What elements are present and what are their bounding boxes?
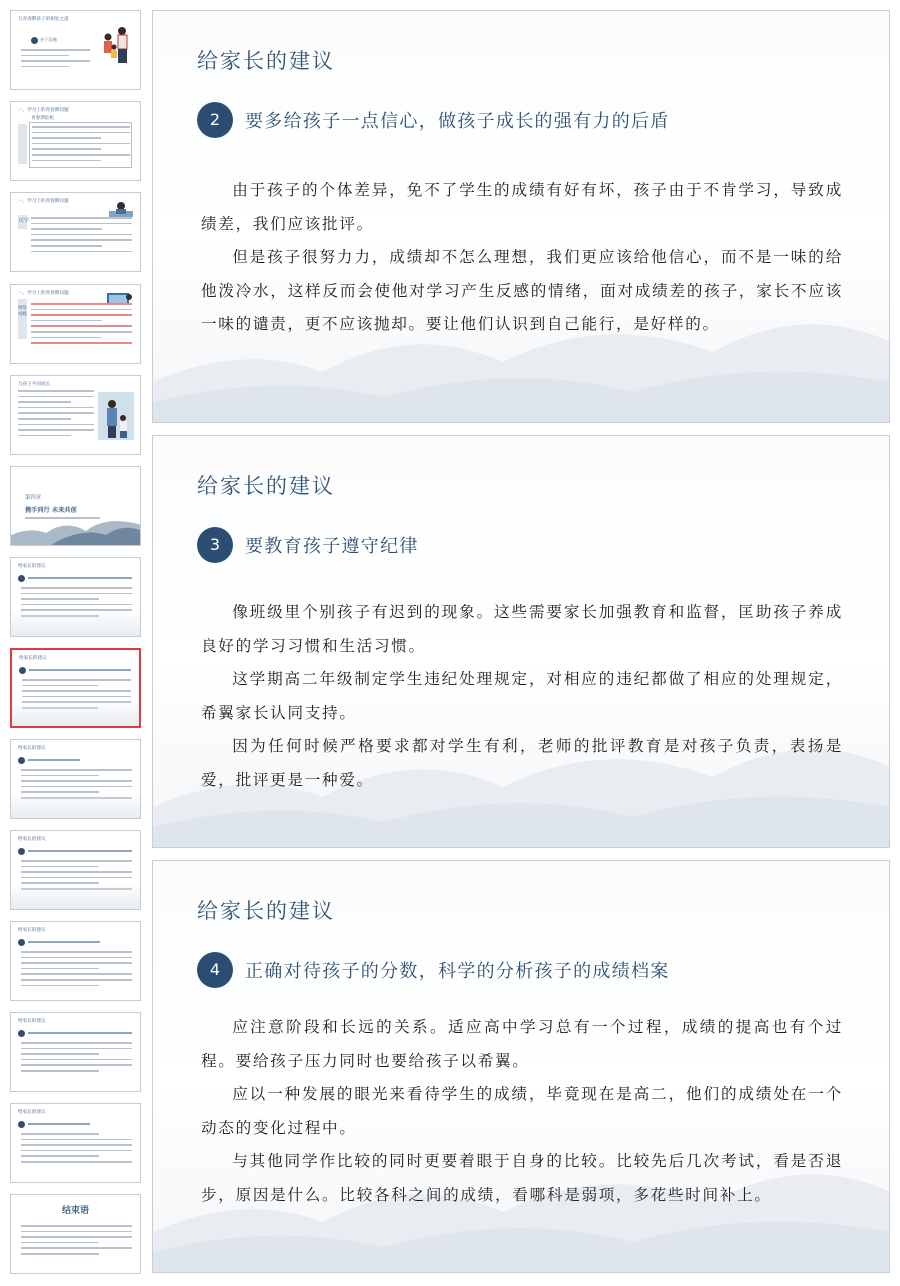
thumbnail-heading: 网络成瘾 [18, 306, 27, 317]
slide-thumbnail-10[interactable] [10, 830, 141, 910]
slide-thumbnail-5[interactable] [10, 375, 141, 455]
number-circle-icon: 3 [197, 527, 233, 563]
paragraph: 因为任何时候严格要求都对学生有利，老师的批评教育是对孩子负责，表扬是爱，批评更是一种爱。 [201, 737, 843, 789]
number-circle-icon: 4 [197, 952, 233, 988]
slide-thumbnail-panel [0, 0, 150, 1286]
thumbnail-title: 一、学习上的青春期问题 [18, 291, 69, 296]
slide-thumbnail-3[interactable] [10, 192, 141, 272]
thumbnail-subtitle: 青春期危机 [31, 116, 54, 121]
paragraph: 与其他同学作比较的同时更要着眼于自身的比较。比较先后几次考试，看是否退步，原因是什么。比较各科之间的成绩，看哪科是弱项，多花些时间补上。 [201, 1152, 843, 1204]
paragraph: 像班级里个别孩子有迟到的现象。这些需要家长加强教育和监督，匡助孩子养成良好的学习习惯和生活习惯。 [201, 603, 843, 655]
thumbnail-title: 一、学习上的青春期问题 [18, 108, 69, 113]
number-dot-icon [18, 575, 25, 582]
thumbnail-title: 给家长的建议 [18, 746, 46, 751]
number-dot-icon [19, 667, 26, 674]
mountain-landscape-icon [11, 505, 141, 545]
slide-2-confidence[interactable] [152, 10, 890, 423]
student-illustration-icon [108, 199, 134, 219]
slide-thumbnail-11[interactable] [10, 921, 141, 1001]
thumbnail-title: 给家长的建议 [18, 564, 46, 569]
family-illustration-icon [96, 23, 134, 65]
slide-title: 给家长的建议 [197, 899, 335, 923]
thumbnail-title: 与青春期孩子的相处之道 [18, 17, 69, 22]
number-circle-icon: 2 [197, 102, 233, 138]
mountain-background [11, 883, 140, 909]
slide-title: 给家长的建议 [197, 49, 335, 73]
mountain-background [11, 610, 140, 636]
number-dot-icon [18, 939, 25, 946]
slide-heading: 要教育孩子遵守纪律 [245, 536, 419, 557]
paragraph: 应注意阶段和长远的关系。适应高中学习总有一个过程，成绩的提高也有个过程。要给孩子压力同时也要给孩子以希翼。 [201, 1018, 843, 1070]
slide-thumbnail-7[interactable] [10, 557, 141, 637]
slide-body [201, 1011, 843, 1212]
number-dot-icon [18, 757, 25, 764]
slide-thumbnail-13[interactable] [10, 1103, 141, 1183]
thumbnail-heading: 亲子沟通 [40, 37, 57, 42]
number-dot-icon [18, 1121, 25, 1128]
chapter-title: 携手同行 未来共创 [25, 507, 77, 514]
slide-thumbnail-8-selected[interactable] [10, 648, 141, 728]
paragraph: 由于孩子的个体差异，免不了学生的成绩有好有坏，孩子由于不肯学习，导致成绩差，我们应该批评。 [201, 181, 843, 233]
thumbnail-title: 给家长的建议 [19, 656, 47, 661]
paragraph: 这学期高二年级制定学生违纪处理规定，对相应的违纪都做了相应的处理规定，希翼家长认同支持。 [201, 670, 843, 722]
slide-thumbnail-1[interactable] [10, 10, 141, 90]
paragraph: 应以一种发展的眼光来看待学生的成绩，毕竟现在是高二，他们的成绩处在一个动态的变化过程中。 [201, 1085, 843, 1137]
ending-title: 结束语 [61, 1206, 89, 1216]
slide-thumbnail-14[interactable] [10, 1194, 141, 1274]
thumbnail-sidebar [18, 124, 27, 164]
number-dot-icon [18, 1030, 25, 1037]
number-dot-icon [18, 848, 25, 855]
chapter-label: 第四章 [25, 495, 42, 501]
slide-heading: 要多给孩子一点信心，做孩子成长的强有力的后盾 [245, 111, 670, 132]
thumbnail-title: 给家长的建议 [18, 1019, 46, 1024]
father-son-illustration-icon [98, 392, 134, 440]
thumbnail-title: 给家长的建议 [18, 1110, 46, 1115]
mountain-background [11, 792, 140, 818]
slide-thumbnail-2[interactable] [10, 101, 141, 181]
thumbnail-title: 给家长的建议 [18, 928, 46, 933]
paragraph: 但是孩子很努力力，成绩却不怎么理想，我们更应该给他信心，而不是一味的给他泼冷水，这样反而会使他对学习产生反感的情绪，面对成绩差的孩子，家长不应该一味的谴责，更不应该抛却。要让他们认识到自己能行，是好样的。 [201, 248, 843, 333]
slide-thumbnail-12[interactable] [10, 1012, 141, 1092]
thumbnail-title: 与孩子共同成长 [18, 382, 51, 387]
mountain-background [12, 700, 139, 726]
slide-3-discipline[interactable] [152, 435, 890, 848]
slide-heading: 正确对待孩子的分数，科学的分析孩子的成绩档案 [245, 961, 670, 982]
number-dot-icon [31, 37, 38, 44]
slide-4-scores[interactable] [152, 860, 890, 1273]
slide-thumbnail-9[interactable] [10, 739, 141, 819]
slide-body [201, 174, 843, 342]
slide-thumbnail-6[interactable] [10, 466, 141, 546]
thumbnail-heading: 厌学 [19, 218, 30, 224]
thumbnail-title: 一、学习上的青春期问题 [18, 199, 69, 204]
thumbnail-title: 给家长的建议 [18, 837, 46, 842]
slide-title: 给家长的建议 [197, 474, 335, 498]
slide-thumbnail-4[interactable] [10, 284, 141, 364]
slide-body [201, 596, 843, 797]
